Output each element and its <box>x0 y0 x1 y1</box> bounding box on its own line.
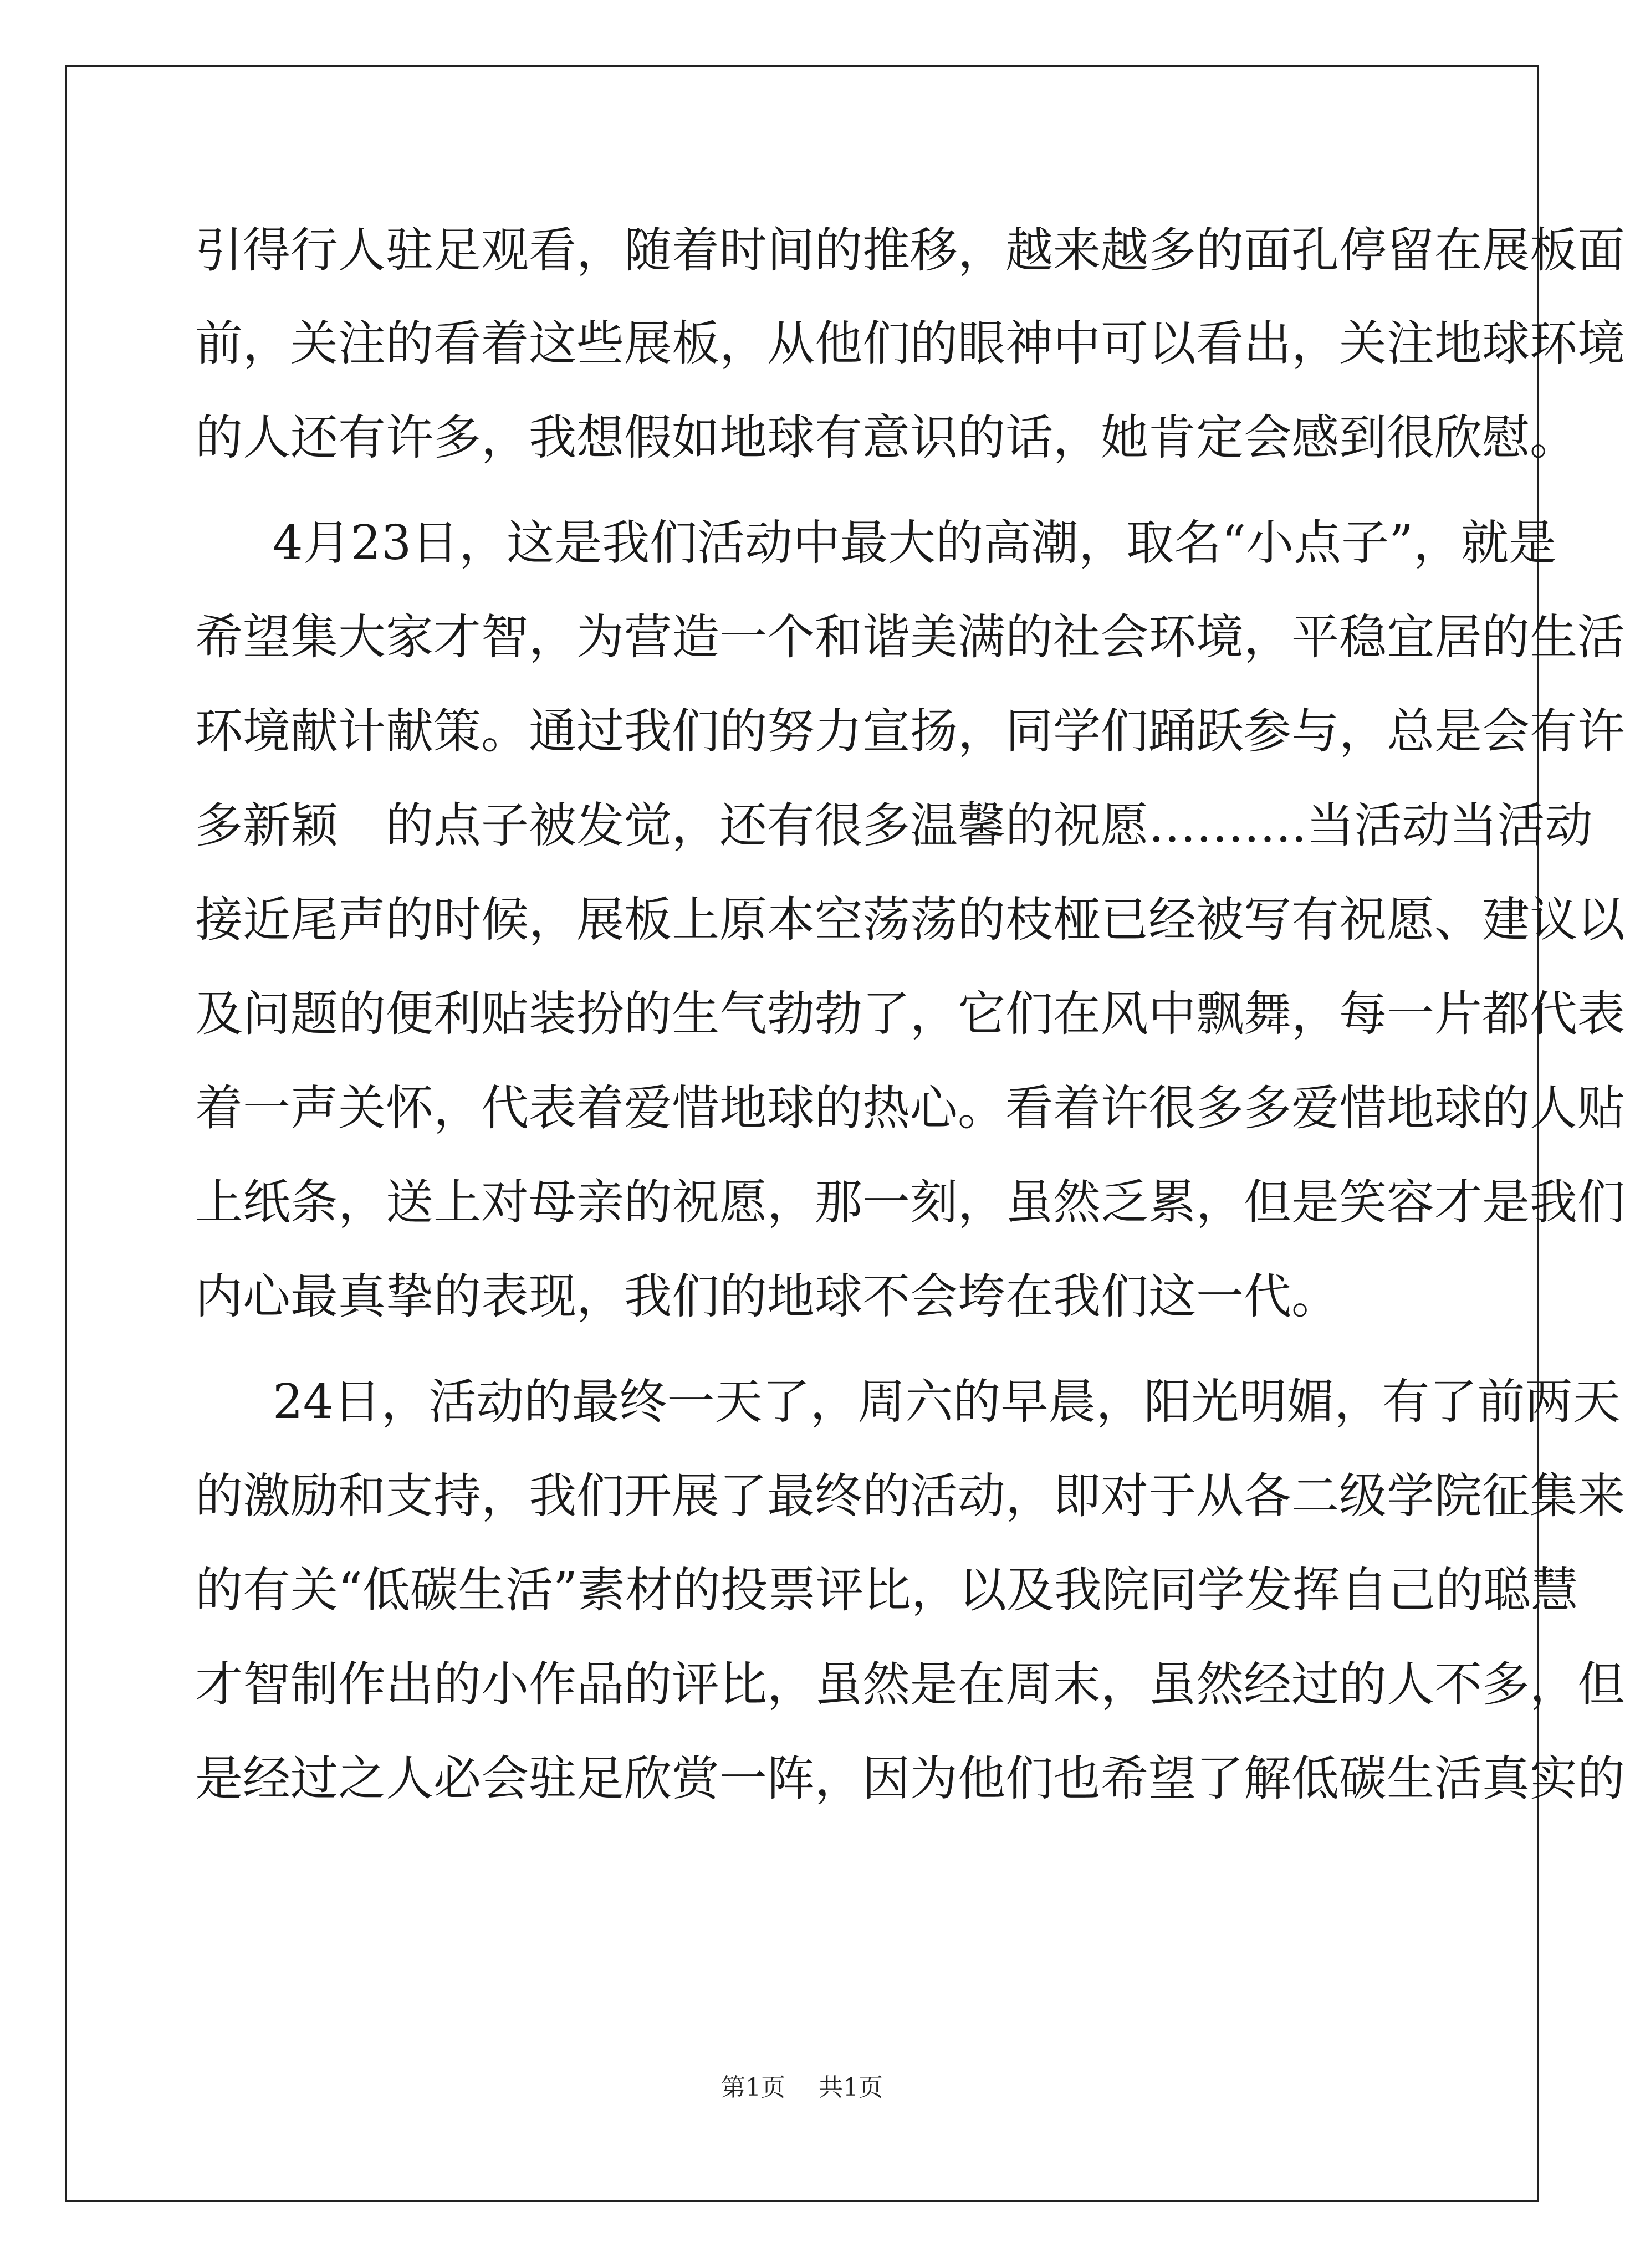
text-line: 环 境 献 计 献 策 。 通 过 我 们 的 努 力 宣 扬 ， 同 学 们 踊 跃 参 与 ， 总 是 会 有 许 <box>195 704 1625 759</box>
text-line: 前 ， 关 注 的 看 着 这 些 展 板 ， 从 他 们 的 眼 神 中 可 以 看 出 ， 关 注 地 球 环 境 <box>195 316 1625 371</box>
text-line: 及 问 题 的 便 利 贴 装 扮 的 生 气 勃 勃 了 ， 它 们 在 风 中 飘 舞 ， 每 一 片 都 代 表 <box>195 986 1625 1042</box>
text-line: 内心最真挚的表现，我们的地球不会垮在我们这一代。 <box>195 1269 1339 1324</box>
page-total: 共1页 <box>819 2074 883 2102</box>
text-line: 接 近 尾 声 的 时 候 ， 展 板 上 原 本 空 荡 荡 的 枝 桠 已 经 被 写 有 祝 愿 、 建 议 以 <box>195 892 1625 948</box>
page-number: 第1页 <box>721 2074 785 2102</box>
text-line: 才 智 制 作 出 的 小 作 品 的 评 比 ， 虽 然 是 在 周 末 ， 虽 然 经 过 的 人 不 多 ， 但 <box>195 1657 1625 1712</box>
text-line: 的人还有许多，我想假如地球有意识的话，她肯定会感到很欣慰。 <box>195 410 1577 465</box>
text-line: 多 新 颖 的 点 子 被 发 觉 ， 还 有 很 多 温 馨 的 祝 愿 … … … . 当 活 动 当 活 动 <box>195 798 1593 853</box>
text-line: 2 4 日 ， 活 动 的 最 终 一 天 了 ， 周 六 的 早 晨 ， 阳 光 明 媚 ， 有 了 前 两 天 <box>273 1374 1621 1430</box>
text-line: 上 纸 条 ， 送 上 对 母 亲 的 祝 愿 ， 那 一 刻 ， 虽 然 乏 累 ， 但 是 笑 容 才 是 我 们 <box>195 1175 1625 1230</box>
text-line: 着 一 声 关 怀 ， 代 表 着 爱 惜 地 球 的 热 心 。 看 着 许 很 多 多 爱 惜 地 球 的 人 贴 <box>195 1081 1625 1136</box>
page-footer <box>0 2071 1604 2105</box>
text-line: 希 望 集 大 家 才 智 ， 为 营 造 一 个 和 谐 美 满 的 社 会 环 境 ， 平 稳 宜 居 的 生 活 <box>195 610 1625 665</box>
text-line: 4 月 2 3 日 ， 这 是 我 们 活 动 中 最 大 的 高 潮 ， 取 名 “ 小 点 子 ” ， 就 是 <box>273 515 1557 571</box>
text-line: 引 得 行 人 驻 足 观 看 ， 随 着 时 间 的 推 移 ， 越 来 越 多 的 面 孔 停 留 在 展 板 面 <box>195 223 1625 278</box>
text-line: 是 经 过 之 人 必 会 驻 足 欣 赏 一 阵 ， 因 为 他 们 也 希 望 了 解 低 碳 生 活 真 实 的 <box>195 1751 1625 1806</box>
text-line: 的 有 关 “ 低 碳 生 活 ” 素 材 的 投 票 评 比 ， 以 及 我 院 同 学 发 挥 自 己 的 聪 慧 <box>195 1563 1578 1618</box>
text-line: 的 激 励 和 支 持 ， 我 们 开 展 了 最 终 的 活 动 ， 即 对 于 从 各 二 级 学 院 征 集 来 <box>195 1468 1625 1524</box>
